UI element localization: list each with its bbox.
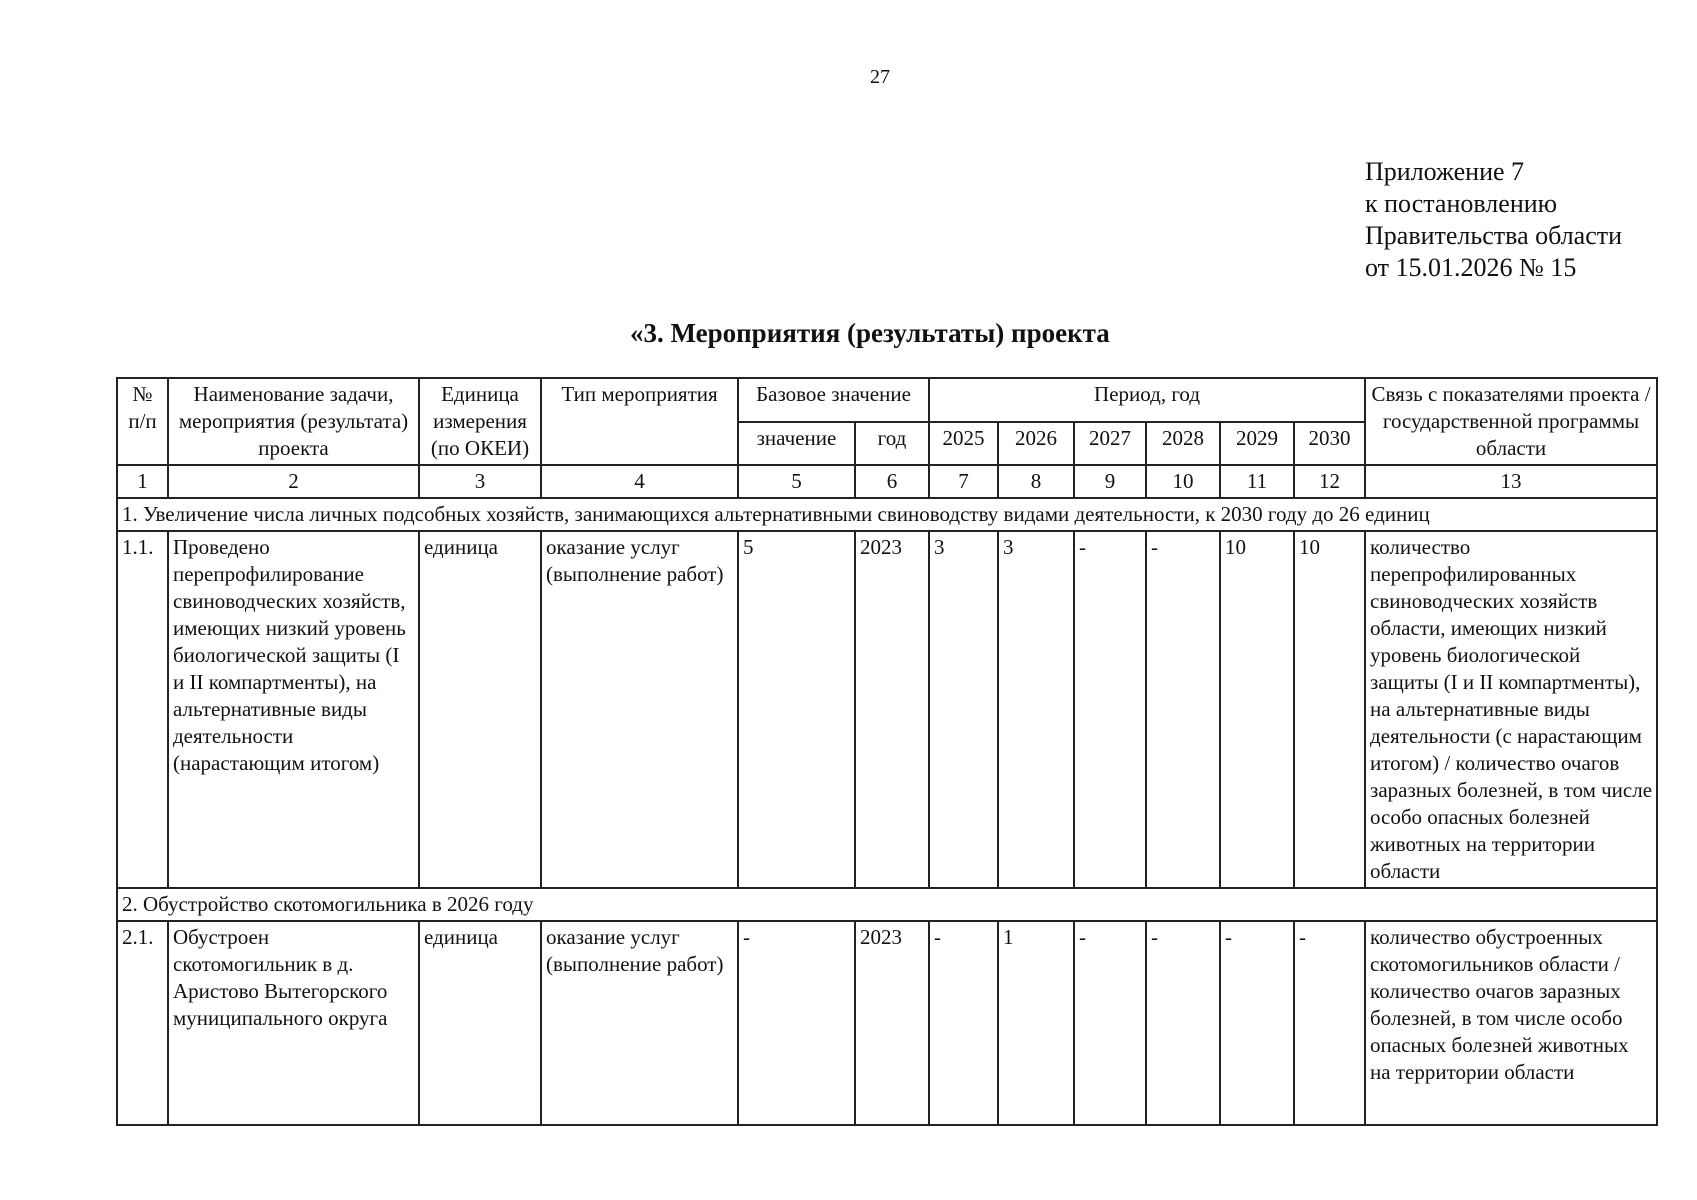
row-year-value: 10 (1220, 531, 1294, 888)
column-number: 10 (1146, 465, 1220, 498)
row-unit: единица (419, 921, 541, 1125)
appendix-block (1365, 156, 1622, 284)
header-base-value: значение (738, 422, 855, 466)
row-type: оказание услуг (выполнение работ) (541, 531, 738, 888)
header-year: 2029 (1220, 422, 1294, 466)
document-title: «3. Мероприятия (результаты) проекта (630, 318, 1110, 348)
column-number: 7 (929, 465, 998, 498)
column-number: 3 (419, 465, 541, 498)
column-number: 9 (1074, 465, 1146, 498)
header-base: Базовое значение (738, 378, 929, 422)
row-name: Проведено перепрофилирование свиноводческих хозяйств, имеющих низкий уровень биологической защиты (I и II компартменты), на альтернативные виды деятельности (нарастающим итогом) (168, 531, 419, 888)
header-name: Наименование задачи, мероприятия (результата) проекта (168, 378, 419, 465)
row-year-value: 3 (929, 531, 998, 888)
column-number: 13 (1365, 465, 1657, 498)
row-base-value: 5 (738, 531, 855, 888)
header-num: № п/п (117, 378, 168, 465)
table-row (117, 921, 1657, 1125)
header-year: 2030 (1294, 422, 1365, 466)
row-unit: единица (419, 531, 541, 888)
row-type: оказание услуг (выполнение работ) (541, 921, 738, 1125)
section-row (117, 498, 1657, 531)
column-number: 5 (738, 465, 855, 498)
row-num: 2.1. (117, 921, 168, 1125)
row-year-value: - (1294, 921, 1365, 1125)
row-name: Обустроен скотомогильник в д. Аристово Вытегорского муниципального округа (168, 921, 419, 1125)
column-number: 1 (117, 465, 168, 498)
appendix-line: Правительства области (1365, 221, 1623, 250)
column-number: 11 (1220, 465, 1294, 498)
column-number: 12 (1294, 465, 1365, 498)
section-title: 2. Обустройство скотомогильника в 2026 году (117, 888, 1657, 921)
row-link: количество перепрофилированных свиноводческих хозяйств области, имеющих низкий уровень биологической защиты (I и II компартменты), на альтернативные виды деятельности (с нарастающим итогом) / количество очагов заразных болезней, в том числе особо опасных болезней животных на территории области (1365, 531, 1657, 888)
header-type: Тип мероприятия (541, 378, 738, 465)
row-year-value: 1 (998, 921, 1074, 1125)
row-year-value: - (1146, 531, 1220, 888)
header-year: 2026 (998, 422, 1074, 466)
row-link: количество обустроенных скотомогильников области / количество очагов заразных болезней, в том числе особо опасных болезней животных на территории области (1365, 921, 1657, 1125)
appendix-line: к постановлению (1365, 189, 1558, 218)
header-year: 2028 (1146, 422, 1220, 466)
section-row (117, 888, 1657, 921)
header-year: 2025 (929, 422, 998, 466)
row-year-value: - (929, 921, 998, 1125)
row-num: 1.1. (117, 531, 168, 888)
row-year-value: 3 (998, 531, 1074, 888)
header-period: Период, год (929, 378, 1365, 422)
section-title: 1. Увеличение числа личных подсобных хозяйств, занимающихся альтернативными свиноводству видами деятельности, к 2030 году до 26 единиц (117, 498, 1657, 531)
header-year: 2027 (1074, 422, 1146, 466)
row-year-value: - (1074, 531, 1146, 888)
appendix-line: от 15.01.2026 № 15 (1365, 253, 1577, 282)
row-year-value: 10 (1294, 531, 1365, 888)
table-row (117, 531, 1657, 888)
results-table (116, 377, 1658, 1126)
row-year-value: - (1074, 921, 1146, 1125)
column-number: 6 (855, 465, 929, 498)
header-row (117, 378, 1657, 422)
page-number: 27 (870, 66, 890, 88)
appendix-line: Приложение 7 (1365, 157, 1525, 186)
header-unit: Единица измерения (по ОКЕИ) (419, 378, 541, 465)
row-year-value: - (1146, 921, 1220, 1125)
row-base-value: - (738, 921, 855, 1125)
row-base-year: 2023 (855, 531, 929, 888)
column-number: 2 (168, 465, 419, 498)
column-number: 4 (541, 465, 738, 498)
column-number-row (117, 465, 1657, 498)
row-base-year: 2023 (855, 921, 929, 1125)
row-year-value: - (1220, 921, 1294, 1125)
header-base-year: год (855, 422, 929, 466)
header-link: Связь с показателями проекта / государственной программы области (1365, 378, 1657, 465)
column-number: 8 (998, 465, 1074, 498)
